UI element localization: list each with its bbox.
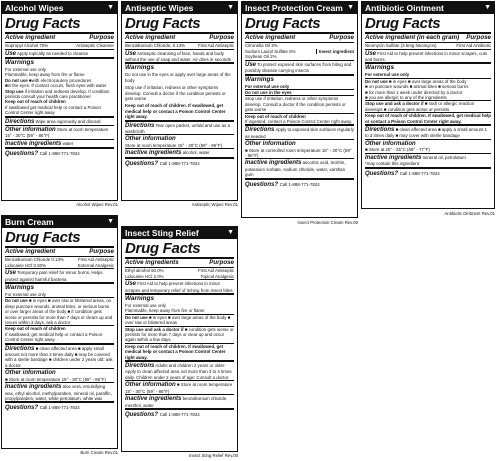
label-antiseptic-wipes (121, 1, 238, 201)
inactive-section: Inactive ingredients mineral oil, petrolatum *may contain this ingredient (365, 153, 491, 167)
warnings-heading: Warnings (245, 74, 354, 84)
keep-out-of-reach: Keep out of reach of children (245, 113, 354, 119)
caption: Insect Protection Cream Rev.00 (297, 220, 358, 225)
active-ingredient-heading: Active ingredient Purpose (125, 34, 234, 41)
inactive-section: Inactive ingredients water (5, 139, 114, 147)
label-header (2, 2, 117, 14)
do-not-use: ■in the eyes. If contact occurs, flush eyes with water (5, 83, 107, 89)
warnings-heading: Warnings (125, 293, 234, 303)
active-ingredient-row: Lidocaine HCl 2.0% Topical Analgesic (125, 273, 234, 279)
label-header (242, 2, 357, 14)
other-info-section: Other information ■ Store at 20° - 25°C (68° - 77°F) (365, 139, 491, 153)
active-ingredient-row: Citronella Oil 2% (245, 43, 278, 48)
caret-down-icon: ▼ (227, 4, 234, 11)
stop-use: Stop use and ask a doctor if ■ rash or allergic reaction develops ■ condition gets worse or persists (365, 100, 491, 112)
caption: Insect Sting Relief Rev.00 (188, 453, 238, 458)
keep-out-of-reach-text: If swallowed, get medical help or contact a Poison Control Center right away (5, 331, 103, 343)
questions-section: Questions? Call 1-888-771-7824 (5, 147, 114, 159)
keep-out-of-reach: Keep out of reach of children (5, 99, 66, 105)
stop-use: Stop use and ask a doctor if ■ condition gets worse or persists for more than 7 days or clear up and occur again within a few days. (125, 326, 234, 343)
directions-section: Directions Adults and children 2 years or older: Apply to clean affected area not more than 3 to 4 times daily. Children under 2 years of age: Consult a doctor. (125, 360, 234, 380)
caption: Antiseptic Wipes Rev.01 (191, 202, 238, 207)
directions-section: Directions Apply to exposed skin surfaces regularly as needed (245, 124, 354, 139)
directions-section: Directions ■ clean affected area ■ apply a small amount 1 to 3 times daily ■ may cover with sterile bandage (365, 124, 491, 139)
drug-facts-title: Drug Facts (365, 15, 491, 34)
questions-section: Questions? Call 1-888-771-7824 (125, 408, 234, 420)
other-info-section: Other information Store at room temperature 15° - 30°C (59° - 86°F) (5, 125, 114, 139)
other-info-section: Other information ■ Store at controlled room temperature 15° - 30°C (59° - 86°F) (245, 139, 354, 158)
questions-section: Questions? Call 1-888-771-7824 (125, 157, 234, 169)
stop-use: Stop use if irritation and redness develop. If condition persists consult your health care practitioner (5, 88, 110, 100)
active-ingredient-row: Soybean Oil 2% (245, 54, 277, 60)
use-section: Use To protect exposed skin surfaces from biting and possibly disease carrying insects (245, 60, 354, 74)
caret-down-icon: ▼ (227, 229, 234, 236)
directions-section: Directions ■ clean affected area ■ apply small amount not more than 3 times daily ■ may be covered with a sterile bandage ■ children under 2 years old: ask a doctor (5, 343, 114, 369)
drug-facts-title: Drug Facts (5, 229, 114, 248)
questions-section: Questions? Call 1-888-771-7824 (365, 167, 491, 179)
keep-out-of-reach: Keep out of reach of children. If swallowed, get medical help or contact a Poison Control Center right away. (125, 343, 234, 360)
header-text: Burn Cream (5, 217, 54, 227)
questions-section: Questions? Call 1-888-771-7824 (245, 178, 354, 190)
label-insect-sting-relief (121, 226, 238, 452)
active-ingredient-row: Benzalkonium Chloride, 0.13% First Aid Antiseptic (125, 43, 234, 48)
other-info-section: Other information ■ Store at room temperature 15° - 30°C (59° - 86°F) (5, 368, 114, 382)
inactive-section: Inactive ingredients ascorbic acid, lecithin, potassium sorbate, sodium chloride, water, xanthan gum (245, 158, 354, 177)
do-not-use: ■ you are allergic to any of the ingredients (365, 95, 447, 101)
warning-text: For external use only (365, 72, 410, 78)
do-not-use: Do not use in the eyes (245, 89, 354, 95)
caption: Alcohol Wipes Rev.01 (76, 202, 118, 207)
header-text: Alcohol Wipes (5, 3, 64, 13)
warnings-heading: Warnings (5, 57, 114, 67)
stop-use: Stop use if irritation, redness or other symptoms develop. Consult a doctor if the condition persists or gets worse (125, 85, 226, 102)
use-section: Use First Aid to help prevent infections in minor scrapes and temporary relief of itching from insect bites (125, 281, 233, 293)
active-ingredient-row: Ethyl alcohol 50.0% First Aid Antiseptic (125, 268, 234, 273)
keep-out-of-reach-text: If ingested, contact a Poison Control Center right away. (245, 119, 353, 125)
warning-text: For external use only (5, 292, 46, 297)
inactive-section: Inactive ingredients aloe vera, emulsifying wax, ethyl alcohol, methylparaben, mineral oil, paraffin, propylparaben, water, white petrolatum, white wax (5, 382, 114, 401)
ingredient-purpose: Insect ingredient (316, 49, 354, 54)
label-alcohol-wipes (1, 1, 118, 201)
header-text: Antiseptic Wipes (125, 3, 194, 13)
directions-section: Directions Tear open packet, unfold and use as a washcloth (125, 120, 234, 135)
drug-facts-title: Drug Facts (5, 15, 114, 34)
inactive-section: Inactive ingredients benzalkonium chloride, menthol, water (125, 394, 234, 408)
active-ingredient-heading: Active ingredient Purpose (245, 34, 354, 41)
do-not-use: ■ on puncture wounds ■ animal bites ■ serious burns (365, 84, 469, 90)
use-section: Use Apply topically as needed to cleanse (5, 49, 114, 57)
caret-down-icon: ▼ (107, 4, 114, 11)
drug-facts-title: Drug Facts (245, 15, 354, 34)
active-ingredient-heading: Active ingredient Purpose (5, 248, 114, 255)
label-header (362, 2, 494, 14)
other-info-section: Other information ■ Store at room temperature 15° - 30°C (59° - 86°F) (125, 382, 233, 394)
drug-facts-title: Drug Facts (125, 240, 234, 259)
warning-text: For external use only (245, 83, 290, 89)
header-text: Insect Sting Relief (125, 228, 199, 238)
keep-out-of-reach: Keep out of reach of children (5, 325, 114, 331)
do-not-use: Do not use ■ in eyes ■ over large areas of the body (365, 78, 491, 84)
label-header (122, 2, 237, 14)
caret-down-icon: ▼ (107, 218, 114, 225)
keep-out-of-reach: Keep out of reach of children. If swallowed, get medical help or contact a Poison Control Center right away. (365, 113, 491, 124)
warning-text: For external use only (5, 67, 46, 72)
label-antibiotic-ointment (361, 1, 495, 209)
caption: Burn Cream Rev.01 (80, 450, 118, 455)
header-text: Insect Protection Cream (245, 3, 343, 13)
caption: Antibiotic Ointment Rev.01 (444, 211, 495, 216)
warning-text: Flammable, keep away from fire or flame (125, 308, 205, 314)
active-ingredient-group (245, 43, 354, 60)
keep-out-of-reach-text: If swallowed get medical help or contact a Poison Control Center right away (5, 104, 101, 116)
do-not-use: ■ for more than 1 week under directed by a doctor (365, 89, 463, 95)
do-not-use: Do not use in the eyes or apply over large areas of the body (125, 72, 231, 83)
use-section: Use Temporary pain relief for minor burns. Helps protect against harmful bacteria (5, 268, 114, 282)
warnings-heading: Warnings (365, 62, 491, 72)
inactive-section: Inactive ingredients alcohol, water (125, 148, 234, 156)
do-not-use: Do not use ■ in eyes ■ over large areas of the body ■ over raw or blistered areas (125, 314, 234, 326)
label-insect-protection-cream (241, 1, 358, 218)
label-header (122, 227, 237, 239)
warnings-heading: Warnings (125, 62, 234, 72)
keep-out-of-reach: Keep out of reach of children. If swallowed, get medical help or contact a Poison Control Center right away. (125, 103, 226, 120)
header-text: Antibiotic Ointment (365, 3, 444, 13)
warnings-heading: Warnings (5, 282, 114, 292)
active-ingredient-heading: Active ingredients Purpose (125, 259, 234, 266)
active-ingredient-row: Lidocaine HCl 0.50% External Analgesic (5, 262, 114, 268)
caret-down-icon: ▼ (484, 4, 491, 11)
active-ingredient-row: Neomycin Sulfate (3.5mg Neomycin) First Aid Antibiotic (365, 43, 491, 48)
label-header (2, 216, 117, 228)
caret-down-icon: ▼ (347, 4, 354, 11)
directions-section: Directions Wipe area vigorously and discard (5, 116, 114, 125)
do-not-use: Do not use ■ in eyes ■ over raw or blistered areas, on deep puncture wounds, animal bites, or serious burns or over larger areas of the body ■ if condition gets worse or persists for more than 7 days or clears up and recurs within 3 days, ask a doctor (5, 298, 113, 326)
warning-text: Flammable, keep away from fire or flame (5, 72, 85, 78)
stop-use: Stop use if irritation, redness or other symptoms develop. Consult a doctor if the condition persists or gets worse (245, 95, 354, 112)
active-ingredient-row: Benzalkonium Chloride 0.13% First Aid Antiseptic (5, 257, 114, 262)
active-ingredient-heading: Active ingredient (in each gram) Purpose (365, 34, 491, 41)
use-section: Use First Aid to help prevent infections in minor scrapes, cuts and burns. (365, 49, 491, 63)
warning-text: For external use only (125, 303, 166, 308)
use-section: Use Antiseptic cleansing of face, hands and body without the use of soap and water. Air dries in seconds (125, 49, 234, 63)
active-ingredient-heading: Active ingredient Purpose (5, 34, 114, 41)
other-info-section: Other information Store at room temperature 15° - 30°C (59° - 86°F) (125, 134, 234, 148)
active-ingredient-row: Sodium Lauryl Sulfate 5% (245, 48, 296, 54)
questions-section: Questions? Call 1-888-771-7824 (5, 401, 114, 413)
drug-facts-title: Drug Facts (125, 15, 234, 34)
active-ingredient-row: Isopropyl Alcohol 70% Antiseptic Cleanser (5, 43, 114, 48)
do-not-use: Do not use ■with electrocautery procedures (5, 77, 92, 83)
label-burn-cream (1, 215, 118, 449)
